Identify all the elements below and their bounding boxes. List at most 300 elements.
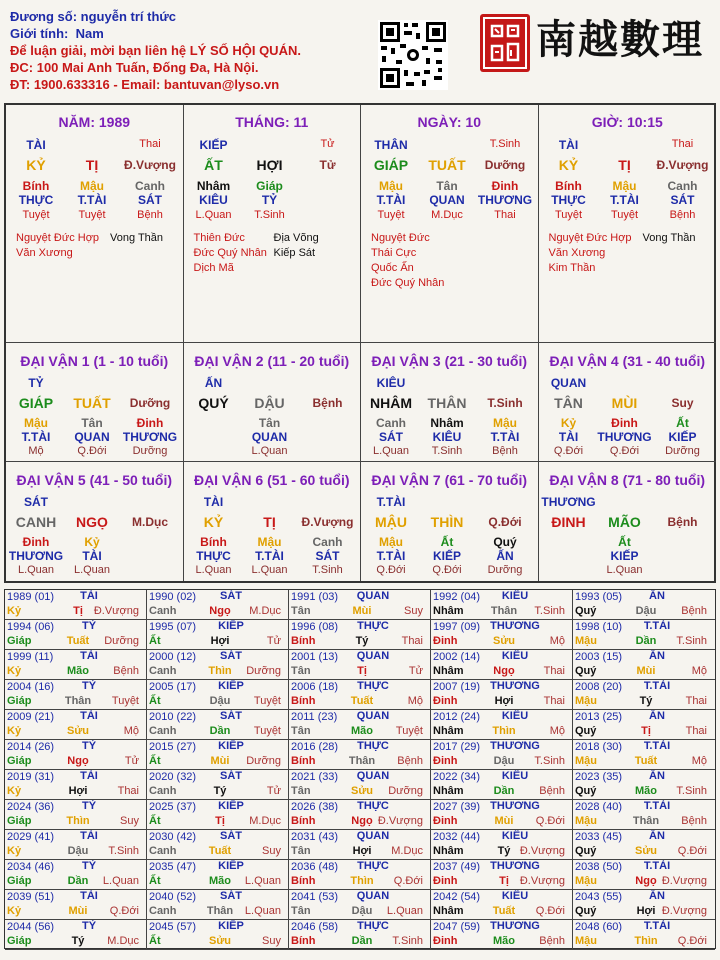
year-can: Canh xyxy=(149,725,177,737)
daivan-cell xyxy=(184,462,362,581)
year-cell[interactable] xyxy=(147,590,289,620)
year-label: 1989 (01) xyxy=(7,591,55,603)
dv-hidden-stem-2: Kỷ xyxy=(84,535,100,549)
year-cell[interactable] xyxy=(431,920,573,950)
year-can: Ất xyxy=(149,935,161,947)
dv-hidden-state-1: Q.Đới xyxy=(376,564,406,576)
daivan-can: CANH xyxy=(15,514,57,530)
star-list-left xyxy=(16,231,99,261)
dv-hidden-state-2: L.Quan xyxy=(251,445,288,457)
star-item: Văn Xương xyxy=(548,247,606,259)
year-chi: Dần xyxy=(493,785,515,797)
year-god: SÁT xyxy=(220,770,242,782)
year-can: Giáp xyxy=(7,755,32,767)
year-label: 2020 (32) xyxy=(149,771,197,783)
dv-hidden-state-1: L.Quan xyxy=(195,564,232,576)
year-can: Nhâm xyxy=(433,845,464,857)
year-state: Tử xyxy=(266,785,281,797)
year-can: Tân xyxy=(291,605,311,617)
pillar-state: Đ.Vượng xyxy=(656,158,709,172)
star-item: Dịch Mã xyxy=(193,262,234,274)
year-state: Tuyệt xyxy=(253,725,281,737)
hidden-stem-3: Đinh xyxy=(491,179,519,193)
year-state: Tử xyxy=(266,635,281,647)
hidden-state-2: T.Sinh xyxy=(254,209,285,221)
year-cell[interactable] xyxy=(147,800,289,830)
daivan-cell xyxy=(361,462,539,581)
year-chi: Sửu xyxy=(208,935,232,947)
year-cell[interactable] xyxy=(147,920,289,950)
year-cell[interactable] xyxy=(5,920,147,950)
year-can: Mậu xyxy=(575,875,597,887)
hidden-god-2: QUAN xyxy=(429,193,465,207)
daivan-top-god: ẤN xyxy=(204,376,223,390)
daivan-chi: THÌN xyxy=(430,514,464,530)
year-cell[interactable] xyxy=(147,860,289,890)
year-state: Đ.Vượng xyxy=(519,875,565,887)
year-god: SÁT xyxy=(220,830,242,842)
year-can: Bính xyxy=(291,875,316,887)
year-god: THỰC xyxy=(357,800,389,812)
year-state: Đ.Vượng xyxy=(377,815,423,827)
pillar-top-state: Thai xyxy=(139,138,161,150)
year-label: 2035 (47) xyxy=(149,861,197,873)
year-label: 2011 (23) xyxy=(291,711,338,723)
year-cell[interactable] xyxy=(5,620,147,650)
year-cell[interactable] xyxy=(431,710,573,740)
year-cell[interactable] xyxy=(573,620,715,650)
year-cell[interactable] xyxy=(289,860,431,890)
year-chi: Dậu xyxy=(635,605,657,617)
year-chi: Thân xyxy=(348,755,376,767)
dv-hidden-god-1: T.TÀI xyxy=(376,549,406,563)
year-cell[interactable] xyxy=(5,710,147,740)
year-state: Thai xyxy=(685,725,707,737)
year-god: TỶ xyxy=(81,920,97,932)
year-cell[interactable] xyxy=(431,650,573,680)
year-god: SÁT xyxy=(220,650,242,662)
daivan-state: Dưỡng xyxy=(129,396,171,410)
year-can: Mậu xyxy=(575,935,597,947)
year-cell[interactable] xyxy=(573,800,715,830)
star-list-left xyxy=(371,231,444,291)
daivan-chi: MÙI xyxy=(611,395,638,411)
year-god: TỶ xyxy=(81,800,97,812)
year-can: Kỷ xyxy=(7,845,22,857)
year-can: Quý xyxy=(575,725,597,737)
year-can: Tân xyxy=(291,725,311,737)
year-cell[interactable] xyxy=(147,650,289,680)
year-label: 2033 (45) xyxy=(575,831,623,843)
dv-hidden-stem-3: Ất xyxy=(676,416,689,430)
year-state: Mộ xyxy=(691,665,707,677)
hidden-stem-3: Canh xyxy=(135,179,165,193)
year-god: TÀI xyxy=(80,650,98,662)
year-label: 1997 (09) xyxy=(433,621,481,633)
year-chi: Tuất xyxy=(208,845,232,857)
year-can: Canh xyxy=(149,605,177,617)
year-cell[interactable] xyxy=(147,890,289,920)
year-state: T.Sinh xyxy=(676,635,707,647)
year-state: L.Quan xyxy=(386,905,423,917)
year-state: Suy xyxy=(262,935,281,947)
dv-hidden-god-1: THƯƠNG xyxy=(8,549,64,563)
hidden-god-2: T.TÀI xyxy=(610,193,639,207)
year-label: 2039 (51) xyxy=(7,891,55,903)
year-can: Tân xyxy=(291,785,311,797)
year-state: M.Dục xyxy=(249,815,281,827)
so-label: Đương số: xyxy=(10,9,78,24)
year-label: 2017 (29) xyxy=(433,741,481,753)
year-state: L.Quan xyxy=(102,875,139,887)
star-list-right xyxy=(643,231,696,246)
year-label: 2015 (27) xyxy=(149,741,197,753)
year-can: Nhâm xyxy=(433,725,464,737)
year-label: 2001 (13) xyxy=(291,651,339,663)
year-god: THỰC xyxy=(357,620,389,632)
dv-hidden-stem-2: Đinh xyxy=(611,416,638,430)
year-cell[interactable] xyxy=(289,740,431,770)
year-label: 2028 (40) xyxy=(575,801,623,813)
year-chi: Mùi xyxy=(68,905,88,917)
year-cell[interactable] xyxy=(431,830,573,860)
year-chi: Tị xyxy=(641,725,651,737)
dv-hidden-state-1: L.Quan xyxy=(17,564,55,576)
star-list-right xyxy=(274,231,319,261)
year-chi: Thân xyxy=(206,905,234,917)
dv-hidden-stem-1: Mậu xyxy=(24,416,48,430)
year-cell[interactable] xyxy=(431,860,573,890)
daivan-cell xyxy=(361,343,539,462)
year-label: 2016 (28) xyxy=(291,741,339,753)
year-state: T.Sinh xyxy=(534,605,565,617)
year-can: Canh xyxy=(149,905,177,917)
daivan-top-god: T.TÀI xyxy=(376,495,406,509)
dv-hidden-god-3: KIẾP xyxy=(668,430,697,444)
year-can: Quý xyxy=(575,785,597,797)
year-state: Q.Đới xyxy=(677,845,707,857)
year-label: 2009 (21) xyxy=(7,711,55,723)
year-cell[interactable] xyxy=(431,620,573,650)
year-chi: Hợi xyxy=(68,785,88,797)
star-list-left xyxy=(194,231,267,276)
year-can: Đinh xyxy=(433,635,458,647)
year-can: Bính xyxy=(291,755,316,767)
year-label: 2029 (41) xyxy=(7,831,55,843)
year-state: Suy xyxy=(120,815,139,827)
year-cell[interactable] xyxy=(431,680,573,710)
header-info xyxy=(10,8,370,93)
year-cell[interactable] xyxy=(289,620,431,650)
year-state: Đ.Vượng xyxy=(661,875,707,887)
hidden-stem-1: Mậu xyxy=(379,179,403,193)
year-can: Canh xyxy=(149,785,177,797)
hidden-state-3: Bệnh xyxy=(137,209,163,221)
year-chi: Thân xyxy=(64,695,92,707)
hidden-state-1: Tuyệt xyxy=(377,209,405,221)
year-cell[interactable] xyxy=(5,590,147,620)
year-god: KIẾP xyxy=(218,680,244,692)
year-chi: Mão xyxy=(493,935,515,947)
year-cell[interactable] xyxy=(573,860,715,890)
year-state: T.Sinh xyxy=(392,935,423,947)
year-can: Quý xyxy=(575,605,597,617)
year-state: T.Sinh xyxy=(108,845,139,857)
phone-line: ĐT: 1900.633316 - Email: bantuvan@lyso.vn xyxy=(10,77,280,92)
year-god: TỶ xyxy=(81,860,97,872)
year-label: 2046 (58) xyxy=(291,921,339,933)
year-cell[interactable] xyxy=(147,770,289,800)
year-label: 2002 (14) xyxy=(433,651,481,663)
star-item: Quốc Ấn xyxy=(371,262,414,274)
year-cell[interactable] xyxy=(289,800,431,830)
qr-code-icon[interactable] xyxy=(378,20,448,90)
year-can: Bính xyxy=(291,935,316,947)
year-god: ẤN xyxy=(649,590,665,602)
year-god: KIÊU xyxy=(501,830,529,842)
star-item: Thiên Đức xyxy=(193,232,245,244)
year-cell[interactable] xyxy=(289,590,431,620)
year-label: 2047 (59) xyxy=(433,921,481,933)
year-cell[interactable] xyxy=(431,890,573,920)
star-item: Thái Cực xyxy=(371,247,417,259)
year-cell[interactable] xyxy=(147,620,289,650)
daivan-chi: NGỌ xyxy=(76,514,108,530)
year-god: QUAN xyxy=(356,770,390,782)
year-cell[interactable] xyxy=(147,680,289,710)
year-cell[interactable] xyxy=(147,740,289,770)
year-label: 2040 (52) xyxy=(149,891,197,903)
year-cell[interactable] xyxy=(573,830,715,860)
year-chi: Hợi xyxy=(210,635,230,647)
daivan-state: Q.Đới xyxy=(488,515,522,529)
dv-hidden-stem-3: Mậu xyxy=(493,416,517,430)
dv-hidden-state-3: Dưỡng xyxy=(665,445,700,457)
year-cell[interactable] xyxy=(5,890,147,920)
year-state: Thai xyxy=(543,695,565,707)
year-cell[interactable] xyxy=(5,830,147,860)
year-cell[interactable] xyxy=(5,740,147,770)
year-cell[interactable] xyxy=(147,830,289,860)
year-state: Q.Đới xyxy=(535,905,565,917)
year-cell[interactable] xyxy=(573,740,715,770)
year-label: 2044 (56) xyxy=(7,921,55,933)
daivan-title: ĐẠI VẬN 3 (21 - 30 tuổi) xyxy=(371,353,528,369)
year-cell[interactable] xyxy=(289,650,431,680)
year-cell[interactable] xyxy=(431,770,573,800)
year-cell[interactable] xyxy=(5,860,147,890)
year-state: Bệnh xyxy=(539,935,565,947)
gioitinh-value: Nam xyxy=(75,26,104,41)
year-cell[interactable] xyxy=(289,920,431,950)
year-cell[interactable] xyxy=(5,650,147,680)
pillar-top-god: TÀI xyxy=(558,138,579,152)
year-god: KIÊU xyxy=(501,710,529,722)
year-chi: Tý xyxy=(213,785,227,797)
daivan-state: M.Dục xyxy=(132,515,168,529)
year-label: 2026 (38) xyxy=(291,801,339,813)
year-cell[interactable] xyxy=(573,770,715,800)
daivan-cell xyxy=(6,462,184,581)
year-label: 2024 (36) xyxy=(7,801,55,813)
year-cell[interactable] xyxy=(431,800,573,830)
year-cell[interactable] xyxy=(289,770,431,800)
year-chi: Thìn xyxy=(492,725,516,737)
dv-hidden-stem-3: Quý xyxy=(493,535,517,549)
dv-hidden-state-2: L.Quan xyxy=(251,564,288,576)
year-god: TÀI xyxy=(80,590,98,602)
dv-hidden-stem-1: Bính xyxy=(200,535,227,549)
year-god: TÀI xyxy=(80,710,98,722)
year-label: 1999 (11) xyxy=(7,651,54,663)
daivan-state: Bệnh xyxy=(312,396,343,410)
seal-stamp-icon xyxy=(478,12,532,74)
year-cell[interactable] xyxy=(573,920,715,950)
pillar-chi: TỊ xyxy=(618,157,631,173)
year-god: THỰC xyxy=(357,680,389,692)
dv-hidden-stem-3: Canh xyxy=(312,535,343,549)
dv-hidden-god-2: KIẾP xyxy=(610,549,639,563)
year-cell[interactable] xyxy=(5,770,147,800)
star-item: Văn Xương xyxy=(16,247,73,259)
dv-hidden-state-2: Q.Đới xyxy=(432,564,462,576)
year-cell[interactable] xyxy=(289,890,431,920)
dv-hidden-stem-2: Ất xyxy=(618,535,631,549)
year-can: Kỷ xyxy=(7,725,22,737)
year-god: KIẾP xyxy=(218,800,244,812)
year-chi: Tị xyxy=(357,665,367,677)
year-can: Quý xyxy=(575,845,597,857)
dv-hidden-god-3: T.TÀI xyxy=(490,430,520,444)
year-cell[interactable] xyxy=(5,680,147,710)
year-cell[interactable] xyxy=(573,680,715,710)
year-label: 2031 (43) xyxy=(291,831,339,843)
year-state: Tuyệt xyxy=(111,695,139,707)
dv-hidden-state-1: Mộ xyxy=(28,445,44,457)
dv-hidden-god-2: QUAN xyxy=(251,430,288,444)
dv-hidden-stem-2: Ất xyxy=(440,535,454,549)
hidden-god-1: THỰC xyxy=(551,193,586,207)
hidden-state-2: M.Dục xyxy=(431,209,463,221)
dv-hidden-stem-2: Tân xyxy=(258,416,281,430)
dv-hidden-stem-1: Kỷ xyxy=(560,416,577,430)
address-line: ĐC: 100 Mai Anh Tuấn, Đống Đa, Hà Nội. xyxy=(10,60,259,75)
daivan-chi: THÂN xyxy=(427,395,467,411)
year-chi: Tý xyxy=(71,935,85,947)
year-label: 2014 (26) xyxy=(7,741,55,753)
year-can: Bính xyxy=(291,635,316,647)
year-state: Dưỡng xyxy=(246,665,281,677)
dv-hidden-god-3: THƯƠNG xyxy=(122,430,178,444)
dv-hidden-stem-2: Tân xyxy=(81,416,103,430)
year-cell[interactable] xyxy=(289,830,431,860)
dv-hidden-state-2: T.Sinh xyxy=(431,445,463,457)
year-chi: Hợi xyxy=(352,845,372,857)
pillar-state: Tử xyxy=(319,158,336,172)
year-cell[interactable] xyxy=(289,680,431,710)
year-label: 2045 (57) xyxy=(149,921,197,933)
year-can: Đinh xyxy=(433,755,458,767)
year-state: Q.Đới xyxy=(535,815,565,827)
year-chi: Tý xyxy=(639,695,653,707)
year-label: 2037 (49) xyxy=(433,861,481,873)
year-state: Q.Đới xyxy=(109,905,139,917)
year-can: Ất xyxy=(149,635,161,647)
year-label: 2019 (31) xyxy=(7,771,55,783)
year-label: 2032 (44) xyxy=(433,831,481,843)
year-label: 2027 (39) xyxy=(433,801,481,813)
year-god: THỰC xyxy=(357,920,389,932)
year-can: Bính xyxy=(291,695,316,707)
year-can: Kỷ xyxy=(7,785,22,797)
hidden-god-2: TỶ xyxy=(261,193,278,207)
daivan-can: MẬU xyxy=(375,514,407,530)
year-cell[interactable] xyxy=(431,590,573,620)
year-god: SÁT xyxy=(220,590,242,602)
year-cell[interactable] xyxy=(5,800,147,830)
year-label: 2022 (34) xyxy=(433,771,481,783)
year-chi: Sửu xyxy=(66,725,90,737)
dv-hidden-god-2: TÀI xyxy=(82,549,102,563)
year-god: T.TÀI xyxy=(643,620,671,632)
dv-hidden-stem-1: Đinh xyxy=(22,535,50,549)
year-cell[interactable] xyxy=(573,650,715,680)
hidden-state-2: Tuyệt xyxy=(610,209,639,221)
hidden-state-1: Tuyệt xyxy=(554,209,583,221)
year-cell[interactable] xyxy=(573,710,715,740)
year-can: Giáp xyxy=(7,935,32,947)
daivan-cell xyxy=(6,343,184,462)
year-can: Bính xyxy=(291,815,316,827)
hidden-god-1: KIÊU xyxy=(199,193,228,207)
dv-hidden-stem-2: Nhâm xyxy=(430,416,464,430)
year-god: KIẾP xyxy=(218,860,244,872)
year-chi: Sửu xyxy=(492,635,516,647)
year-god: ẤN xyxy=(649,650,665,662)
year-chi: Mùi xyxy=(636,665,656,677)
year-state: T.Sinh xyxy=(676,785,707,797)
year-god: THƯƠNG xyxy=(490,740,540,752)
year-can: Ất xyxy=(149,695,161,707)
year-state: Bệnh xyxy=(681,815,707,827)
year-chi: Ngọ xyxy=(67,755,89,767)
year-god: QUAN xyxy=(356,830,390,842)
year-cell[interactable] xyxy=(289,710,431,740)
dv-hidden-state-2: Q.Đới xyxy=(609,445,640,457)
year-cell[interactable] xyxy=(573,590,715,620)
year-chi: Tuất xyxy=(492,905,516,917)
year-cell[interactable] xyxy=(147,710,289,740)
year-god: TÀI xyxy=(80,830,98,842)
year-god: QUAN xyxy=(356,890,390,902)
year-label: 2025 (37) xyxy=(149,801,197,813)
hidden-god-3: SÁT xyxy=(138,193,162,207)
year-god: TỶ xyxy=(81,680,97,692)
year-god: T.TÀI xyxy=(643,800,671,812)
year-state: Thai xyxy=(685,695,707,707)
year-cell[interactable] xyxy=(431,740,573,770)
hidden-stem-2: Giáp xyxy=(256,179,283,193)
hidden-stem-3: Canh xyxy=(667,179,698,193)
year-cell[interactable] xyxy=(573,890,715,920)
year-label: 1996 (08) xyxy=(291,621,339,633)
year-state: L.Quan xyxy=(244,905,281,917)
year-label: 2005 (17) xyxy=(149,681,197,693)
star-item: Kiếp Sát xyxy=(273,247,316,259)
year-label: 2013 (25) xyxy=(575,711,623,723)
year-god: KIÊU xyxy=(501,650,529,662)
year-can: Mậu xyxy=(575,815,597,827)
